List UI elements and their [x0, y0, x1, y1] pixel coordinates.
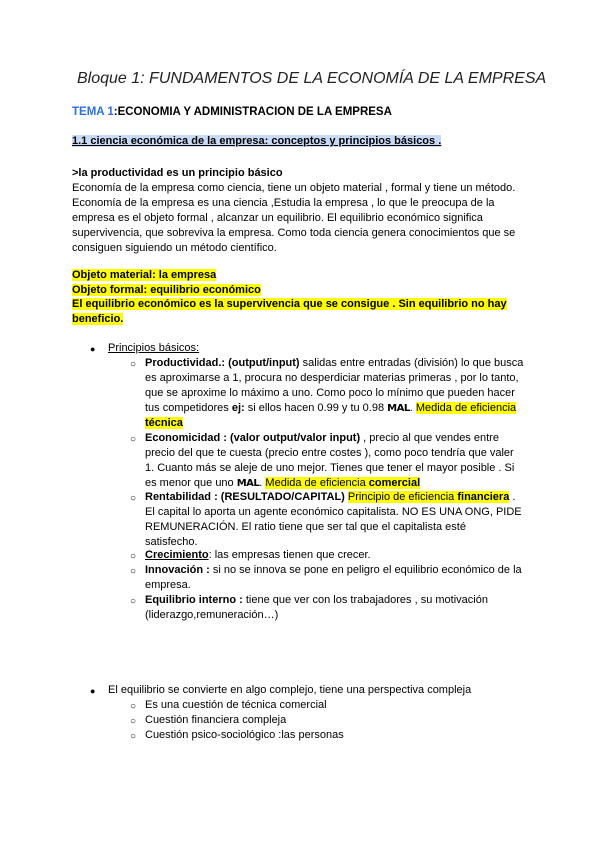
item-text: REMUNERACIÓN. El ratio tiene que ser tal que el capitalista esté: [145, 521, 466, 533]
principio-eficiencia-highlight: Principio de eficiencia: [347, 491, 458, 503]
complejo-subitem: Es una cuestión de técnica comercial: [145, 699, 327, 711]
item-text: .: [509, 491, 516, 503]
equilibrio-line: El equilibrio económico es la supervivencia que se consigue . Sin equilibrio no hay: [72, 298, 507, 310]
item-text: tiene que ver con los trabajadores , su motivación: [242, 594, 488, 606]
equilibrio-line: beneficio.: [72, 313, 124, 325]
section-heading: [72, 135, 441, 147]
item-text: es aproximarse a 1, procura no desperdiciar materias primeras , por lo tanto,: [145, 372, 519, 384]
objeto-formal-text: Objeto formal: equilibrio económico: [72, 284, 261, 296]
circle-bullet-icon: ○: [130, 716, 137, 727]
section-heading-text: 1.1 ciencia económica de la empresa: conceptos y principios básicos .: [72, 135, 442, 147]
productividad-formula: : (output/input): [221, 357, 300, 369]
economicidad-item: [145, 431, 529, 491]
equilibrio-interno-item: [145, 593, 529, 623]
item-text: empresa.: [145, 579, 191, 591]
intro-line: Economía de la empresa como ciencia, tiene un objeto material , formal y tiene un método.: [72, 182, 516, 194]
comercial-highlight: comercial: [368, 477, 421, 489]
circle-bullet-icon: ○: [130, 493, 137, 504]
tema-label: TEMA 1: [72, 106, 114, 118]
equilibrio-interno-term: Equilibrio interno :: [145, 594, 243, 606]
financiera-highlight: financiera: [457, 491, 510, 503]
item-text: si ellos hacen 0.99 y tu 0.98: [244, 402, 388, 414]
innovacion-item: [145, 563, 529, 593]
circle-bullet-icon: ○: [130, 551, 137, 562]
item-text: (liderazgo,remuneración…): [145, 609, 279, 621]
innovacion-term: Innovación :: [145, 564, 210, 576]
rentabilidad-term: Rentabilidad: [145, 491, 212, 503]
item-text: es menor que uno: [145, 477, 237, 489]
economicidad-formula: : (valor output/valor input): [220, 432, 361, 444]
medida-eficiencia-highlight: Medida de eficiencia: [415, 402, 517, 414]
productividad-term: Productividad.: [145, 357, 222, 369]
tema-text: :ECONOMIA Y ADMINISTRACION DE LA EMPRESA: [113, 106, 392, 118]
item-text: si no se innova se pone en peligro el equilibrio económico de la: [209, 564, 522, 576]
objeto-formal: [72, 283, 532, 298]
item-text: El capital lo aporta un agente económico capitalista. NO ES UNA ONG, PIDE: [145, 506, 522, 518]
intro-line: empresa es el objeto formal , alcanzar un equilibrio. El equilibrio económico significa: [72, 212, 483, 224]
item-text: precio del que te cuesta (precio entre costes ), como poco tendría que valer: [145, 447, 514, 459]
equilibrio-statement: [72, 297, 532, 327]
complejo-subitem: Cuestión psico-sociológico :las personas: [145, 729, 344, 741]
intro-paragraph: [72, 181, 532, 256]
circle-bullet-icon: ○: [130, 434, 137, 445]
item-text: : las empresas tienen que crecer.: [208, 549, 371, 561]
medida-eficiencia-highlight: Medida de eficiencia: [265, 477, 369, 489]
intro-line: consiguen siguiendo un método científico.: [72, 242, 277, 254]
intro-line: Economía de la empresa es una ciencia ,Estudia la empresa , lo que le preocupa de la: [72, 197, 495, 209]
rentabilidad-formula: : (RESULTADO/CAPITAL): [211, 491, 348, 503]
circle-bullet-icon: ○: [130, 596, 137, 607]
ej-label: ej:: [231, 402, 245, 414]
mal-label: MAL: [387, 403, 410, 414]
complejo-subitem: Cuestión financiera compleja: [145, 714, 287, 726]
circle-bullet-icon: ○: [130, 566, 137, 577]
equilibrio-complejo: El equilibrio se convierte en algo complejo, tiene una perspectiva compleja: [108, 684, 472, 696]
circle-bullet-icon: ○: [130, 359, 137, 370]
tecnica-highlight: técnica: [145, 417, 183, 429]
crecimiento-term: Crecimiento: [145, 549, 209, 561]
principios-label: Principios básicos:: [108, 342, 200, 354]
item-text: 1. Cuanto más se aleje de uno mejor. Tienes que tener el mayor posible . Si: [145, 462, 515, 474]
item-text: .: [259, 477, 266, 489]
economicidad-term: Economicidad: [145, 432, 221, 444]
intro-line: supervivencia, que sobreviva la empresa. Como toda ciencia genera conocimientos que se: [72, 227, 516, 239]
bullet-dot-icon: ●: [90, 686, 96, 696]
item-text: tus competidores: [145, 402, 232, 414]
productividad-item: [145, 356, 529, 431]
objeto-material: [72, 268, 532, 283]
item-text: .: [409, 402, 416, 414]
circle-bullet-icon: ○: [130, 731, 137, 742]
circle-bullet-icon: ○: [130, 701, 137, 712]
crecimiento-item: [145, 548, 529, 563]
bullet-dot-icon: ●: [90, 344, 96, 354]
tema-heading: [72, 106, 392, 118]
item-text: , precio al que vendes entre: [360, 432, 499, 444]
document-title: Bloque 1: FUNDAMENTOS DE LA ECONOMÍA DE LA EMPRESA: [77, 70, 547, 87]
productividad-heading: >la productividad es un principio básico: [72, 167, 283, 179]
mal-label: MAL: [236, 478, 260, 489]
rentabilidad-item: [145, 490, 529, 550]
item-text: satisfecho.: [145, 536, 198, 548]
objeto-material-text: Objeto material: la empresa: [72, 269, 217, 281]
item-text: que se aproxime lo máximo a uno. Como poco lo mínimo que pueden hacer: [145, 387, 515, 399]
item-text: salidas entre entradas (división) lo que busca: [299, 357, 524, 369]
